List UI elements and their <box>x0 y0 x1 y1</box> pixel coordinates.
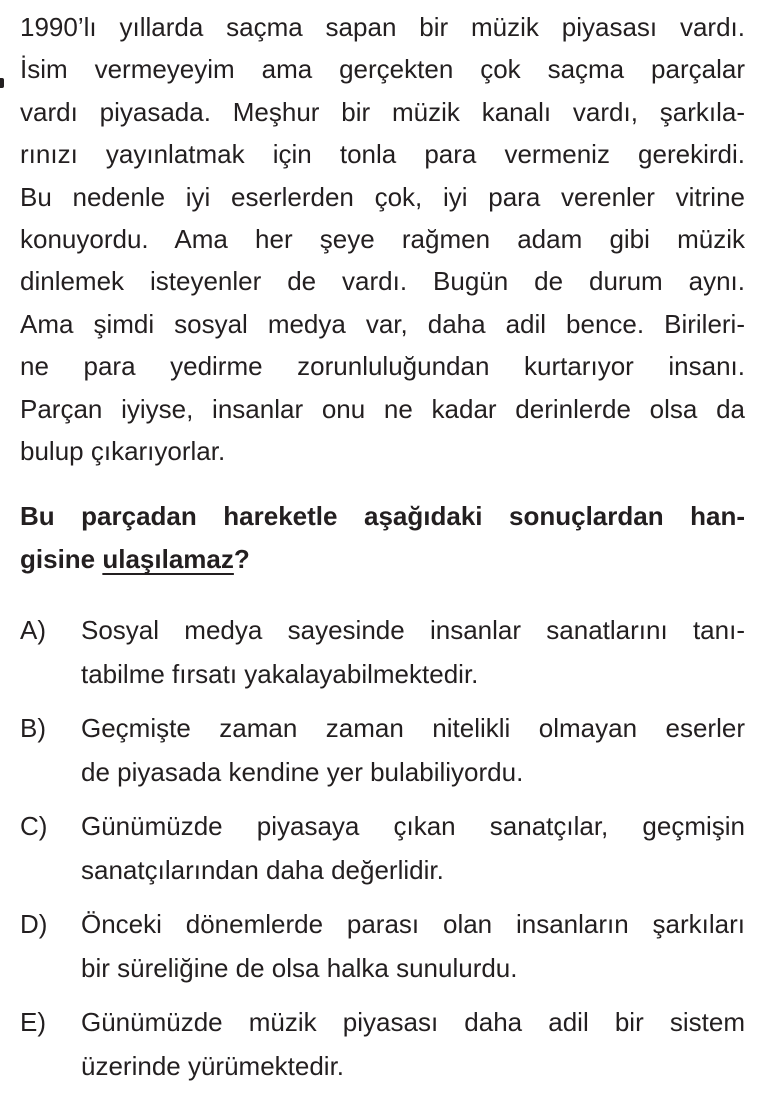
option-line: Geçmişte zaman zaman nitelikli olmayan eserler <box>81 713 745 743</box>
passage-line: ne para yedirme zorunluluğundan kurtarıyor insanı. <box>20 351 745 382</box>
option-c[interactable] <box>20 804 745 902</box>
option-line: Günümüzde piyasaya çıkan sanatçılar, geçmişin <box>81 811 745 841</box>
question-stem <box>20 495 745 581</box>
option-line: Günümüzde müzik piyasası daha adil bir sistem <box>81 1007 745 1037</box>
option-text <box>81 1000 745 1088</box>
option-letter: E) <box>20 1007 46 1037</box>
passage-line: Parçan iyiyse, insanlar onu ne kadar derinlerde olsa da <box>20 393 745 424</box>
passage-line: dinlemek isteyenler de vardı. Bugün de durum aynı. <box>20 266 745 297</box>
question-text: gisine <box>20 544 103 574</box>
passage-line: İsim vermeyeyim ama gerçekten çok saçma parçalar <box>20 54 745 85</box>
option-line: Sosyal medya sayesinde insanlar sanatlarını tanı- <box>81 615 745 645</box>
option-line: Önceki dönemlerde parası olan insanların şarkıları <box>81 909 745 939</box>
option-a[interactable] <box>20 608 745 706</box>
passage-line: vardı piyasada. Meşhur bir müzik kanalı vardı, şarkıla- <box>20 96 745 127</box>
option-line: sanatçılarından daha değerlidir. <box>81 855 444 885</box>
question-mark: ? <box>233 544 250 574</box>
passage-line: rınızı yayınlatmak için tonla para vermeniz gerekirdi. <box>20 139 745 170</box>
option-line: bir süreliğine de olsa halka sunulurdu. <box>81 953 518 983</box>
option-line: üzerinde yürümektedir. <box>81 1051 345 1081</box>
reading-passage <box>20 6 745 472</box>
margin-mark <box>0 78 4 88</box>
question-line: Bu parçadan hareketle aşağıdaki sonuçlardan han- <box>20 501 745 531</box>
question-emphasis: ulaşılamaz <box>102 544 234 574</box>
option-d[interactable] <box>20 902 745 1000</box>
option-letter: B) <box>20 713 46 743</box>
passage-line: Ama şimdi sosyal medya var, daha adil bence. Birileri- <box>20 308 745 339</box>
question-line <box>20 538 745 581</box>
answer-options <box>20 608 745 1098</box>
option-line: de piyasada kendine yer bulabiliyordu. <box>81 757 524 787</box>
option-text <box>81 902 745 990</box>
passage-line: konuyordu. Ama her şeye rağmen adam gibi müzik <box>20 223 745 254</box>
option-letter: A) <box>20 615 46 645</box>
option-text <box>81 804 745 892</box>
option-line: tabilme fırsatı yakalayabilmektedir. <box>81 659 479 689</box>
passage-line: bulup çıkarıyorlar. <box>20 435 226 466</box>
option-text <box>81 706 745 794</box>
option-b[interactable] <box>20 706 745 804</box>
passage-line: Bu nedenle iyi eserlerden çok, iyi para verenler vitrine <box>20 181 745 212</box>
option-letter: C) <box>20 811 48 841</box>
option-letter: D) <box>20 909 48 939</box>
option-e[interactable] <box>20 1000 745 1098</box>
option-text <box>81 608 745 696</box>
passage-line: 1990’lı yıllarda saçma sapan bir müzik piyasası vardı. <box>20 12 745 42</box>
